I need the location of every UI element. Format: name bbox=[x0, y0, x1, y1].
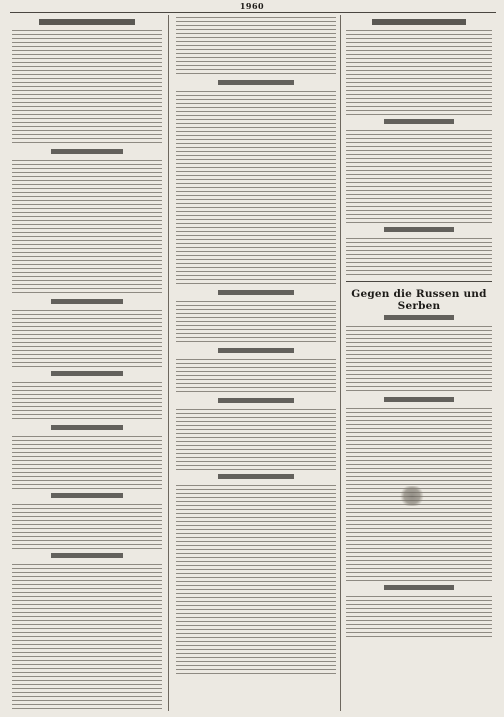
page-number: 1960 bbox=[239, 1, 265, 11]
article-heading bbox=[218, 398, 295, 403]
ink-stain bbox=[400, 486, 424, 506]
article-body bbox=[12, 308, 162, 368]
article-heading bbox=[51, 425, 123, 430]
article-body bbox=[346, 324, 492, 394]
article-body bbox=[176, 357, 336, 395]
article-heading bbox=[218, 474, 295, 479]
article-body bbox=[12, 434, 162, 490]
article-body bbox=[346, 28, 492, 116]
article-heading bbox=[51, 299, 123, 304]
article-heading bbox=[384, 397, 454, 402]
divider bbox=[346, 281, 492, 282]
section-heading bbox=[372, 19, 465, 25]
top-rule bbox=[10, 12, 496, 13]
article-body bbox=[176, 483, 336, 675]
article-heading bbox=[384, 227, 454, 232]
article-heading bbox=[218, 290, 295, 295]
article-body bbox=[176, 407, 336, 471]
article-subheading bbox=[384, 315, 454, 320]
article-body bbox=[12, 28, 162, 146]
column-3 bbox=[346, 15, 492, 711]
article-heading bbox=[51, 493, 123, 498]
article-body bbox=[12, 158, 162, 296]
article-body bbox=[12, 380, 162, 422]
column-rule bbox=[168, 15, 169, 711]
main-headline: Gegen die Russen und Serben bbox=[351, 288, 487, 313]
article-heading bbox=[51, 553, 123, 558]
article-body bbox=[176, 89, 336, 287]
article-heading bbox=[384, 119, 454, 124]
article-body bbox=[176, 299, 336, 345]
column-rule bbox=[340, 15, 341, 711]
article-heading bbox=[218, 80, 295, 85]
column-2 bbox=[176, 15, 336, 711]
article-body bbox=[12, 502, 162, 550]
article-body bbox=[176, 15, 336, 77]
section-heading bbox=[39, 19, 135, 25]
article-body bbox=[346, 236, 492, 276]
article-body bbox=[346, 128, 492, 224]
article-body bbox=[12, 562, 162, 711]
article-heading bbox=[384, 585, 454, 590]
article-heading bbox=[51, 149, 123, 154]
column-1 bbox=[12, 15, 162, 711]
article-body bbox=[346, 594, 492, 638]
article-heading bbox=[51, 371, 123, 376]
article-heading bbox=[218, 348, 295, 353]
